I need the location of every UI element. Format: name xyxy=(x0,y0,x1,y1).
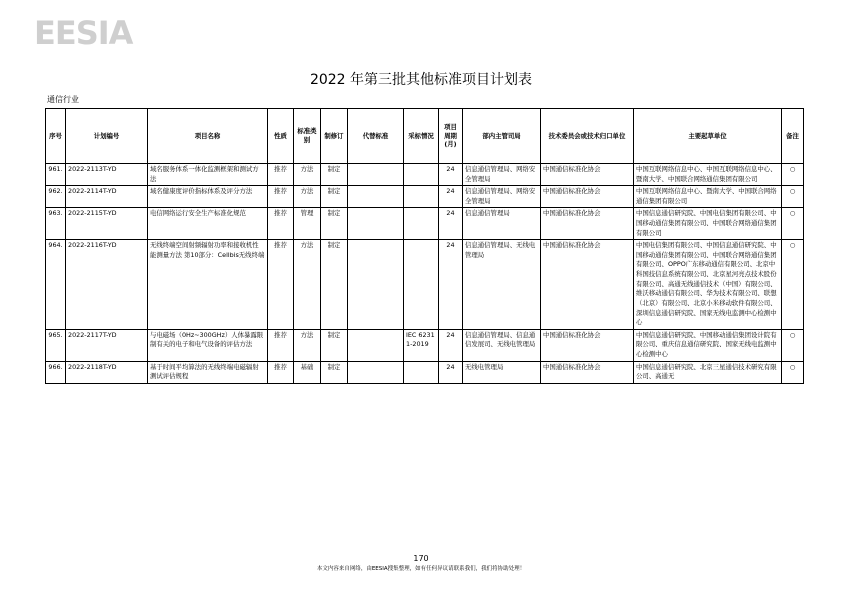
cell-seq: 962. xyxy=(46,186,66,208)
cell-adopt xyxy=(404,361,439,383)
cell-tc: 中国通信标准化协会 xyxy=(541,240,634,329)
header-revision: 制修订 xyxy=(321,109,348,164)
table-row xyxy=(46,208,804,240)
header-lead: 主要起草单位 xyxy=(634,109,782,164)
header-note: 备注 xyxy=(782,109,804,164)
cell-name: 基于时间平均算法的无线终端电磁辐射测试评估规程 xyxy=(148,361,268,383)
header-seq: 序号 xyxy=(46,109,66,164)
cell-category: 方法 xyxy=(294,164,321,186)
cell-period: 24 xyxy=(439,361,463,383)
cell-replace xyxy=(348,186,404,208)
standards-plan-table xyxy=(45,108,804,384)
cell-note: ○ xyxy=(782,329,804,361)
cell-period: 24 xyxy=(439,164,463,186)
cell-dept: 信息通信管理局、无线电管理局 xyxy=(463,240,541,329)
cell-adopt: IEC 62311-2019 xyxy=(404,329,439,361)
header-period: 项目周期(月) xyxy=(439,109,463,164)
cell-adopt xyxy=(404,186,439,208)
cell-tc: 中国通信标准化协会 xyxy=(541,329,634,361)
cell-plan-no: 2022-2114T-YD xyxy=(66,186,148,208)
cell-category: 管理 xyxy=(294,208,321,240)
cell-nature: 推荐 xyxy=(268,240,294,329)
cell-revision: 制定 xyxy=(321,240,348,329)
cell-replace xyxy=(348,240,404,329)
cell-name: 电信网络运行安全生产标准化规范 xyxy=(148,208,268,240)
cell-name: 域名健康度评价指标体系及评分方法 xyxy=(148,186,268,208)
cell-period: 24 xyxy=(439,240,463,329)
page-title: 2022 年第三批其他标准项目计划表 xyxy=(309,72,533,88)
cell-period: 24 xyxy=(439,186,463,208)
cell-adopt xyxy=(404,164,439,186)
header-category: 标准类别 xyxy=(294,109,321,164)
cell-seq: 966. xyxy=(46,361,66,383)
cell-period: 24 xyxy=(439,329,463,361)
cell-revision: 制定 xyxy=(321,329,348,361)
cell-revision: 制定 xyxy=(321,208,348,240)
table-row xyxy=(46,240,804,329)
cell-plan-no: 2022-2117T-YD xyxy=(66,329,148,361)
cell-replace xyxy=(348,208,404,240)
header-nature: 性质 xyxy=(268,109,294,164)
cell-replace xyxy=(348,329,404,361)
cell-dept: 信息通信管理局、网络安全管理局 xyxy=(463,164,541,186)
cell-nature: 推荐 xyxy=(268,186,294,208)
cell-category: 方法 xyxy=(294,329,321,361)
header-replace: 代替标准 xyxy=(348,109,404,164)
cell-period: 24 xyxy=(439,208,463,240)
cell-revision: 制定 xyxy=(321,164,348,186)
cell-seq: 965. xyxy=(46,329,66,361)
cell-tc: 中国通信标准化协会 xyxy=(541,164,634,186)
cell-revision: 制定 xyxy=(321,361,348,383)
cell-note: ○ xyxy=(782,164,804,186)
cell-lead: 中国信息通信研究院、中国移动通信集团设计院有限公司、重庆信息通信研究院、国家无线电监测中心检测中心 xyxy=(634,329,782,361)
cell-category: 基础 xyxy=(294,361,321,383)
header-name: 项目名称 xyxy=(148,109,268,164)
cell-adopt xyxy=(404,208,439,240)
cell-plan-no: 2022-2115T-YD xyxy=(66,208,148,240)
header-adopt: 采标情况 xyxy=(404,109,439,164)
cell-category: 方法 xyxy=(294,240,321,329)
cell-note: ○ xyxy=(782,208,804,240)
cell-lead: 中国信息通信研究院、中国电信集团有限公司、中国移动通信集团有限公司、中国联合网络通信集团有限公司 xyxy=(634,208,782,240)
cell-dept: 信息通信管理局、网络安全管理局 xyxy=(463,186,541,208)
cell-nature: 推荐 xyxy=(268,164,294,186)
cell-nature: 推荐 xyxy=(268,208,294,240)
cell-plan-no: 2022-2116T-YD xyxy=(66,240,148,329)
cell-dept: 信息通信管理局 xyxy=(463,208,541,240)
cell-revision: 制定 xyxy=(321,186,348,208)
header-dept: 部内主管司局 xyxy=(463,109,541,164)
table-header-row xyxy=(46,109,804,164)
cell-tc: 中国通信标准化协会 xyxy=(541,186,634,208)
cell-lead: 中国互联网络信息中心、暨南大学、中国联合网络通信集团有限公司 xyxy=(634,186,782,208)
industry-label: 通信行业 xyxy=(47,95,79,104)
cell-nature: 推荐 xyxy=(268,361,294,383)
cell-seq: 963. xyxy=(46,208,66,240)
cell-dept: 信息通信管理局、信息通信发展司、无线电管理局 xyxy=(463,329,541,361)
cell-name: 域名服务体系一体化监测框架和测试方法 xyxy=(148,164,268,186)
table-row xyxy=(46,329,804,361)
cell-note: ○ xyxy=(782,186,804,208)
eesia-logo: EESIA xyxy=(34,14,133,52)
cell-tc: 中国通信标准化协会 xyxy=(541,208,634,240)
cell-note: ○ xyxy=(782,240,804,329)
cell-nature: 推荐 xyxy=(268,329,294,361)
cell-plan-no: 2022-2118T-YD xyxy=(66,361,148,383)
page-number: 170 xyxy=(413,554,429,563)
cell-lead: 中国信息通信研究院、北京三星通信技术研究有限公司、高通无 xyxy=(634,361,782,383)
table-row xyxy=(46,164,804,186)
cell-seq: 964. xyxy=(46,240,66,329)
cell-tc: 中国通信标准化协会 xyxy=(541,361,634,383)
cell-seq: 961. xyxy=(46,164,66,186)
table-row xyxy=(46,186,804,208)
table-row xyxy=(46,361,804,383)
cell-lead: 中国电信集团有限公司、中国信息通信研究院、中国移动通信集团有限公司、中国联合网络通信集团有限公司、OPPO广东移动通信有限公司、北京中科国技信息系统有限公司、北京星河亮点技术股份有限公司、高通无线通信技术（中国）有限公司、维沃移动通信有限公司、华为技术有限公司、联想（北京）有限公司、北京小米移动软件有限公司、深圳信息通信研究院、国家无线电监测中心检测中心 xyxy=(634,240,782,329)
cell-name: 无线终端空间射频辐射功率和接收机性能测量方法 第10部分：Cellbis无线终端 xyxy=(148,240,268,329)
cell-category: 方法 xyxy=(294,186,321,208)
cell-dept: 无线电管理局 xyxy=(463,361,541,383)
footer-note: 本文内容来自网络，由EESIA搜集整理，如有任何异议请联系我们，我们将协助处理！ xyxy=(316,566,526,572)
cell-replace xyxy=(348,164,404,186)
cell-name: 与电磁场（0Hz~300GHz）人体暴露限制有关的电子和电气设备的评估方法 xyxy=(148,329,268,361)
cell-note: ○ xyxy=(782,361,804,383)
cell-lead: 中国互联网络信息中心、中国互联网络信息中心、暨南大学、中国联合网络通信集团有限公司 xyxy=(634,164,782,186)
header-tc: 技术委员会或技术归口单位 xyxy=(541,109,634,164)
header-plan-no: 计划编号 xyxy=(66,109,148,164)
cell-adopt xyxy=(404,240,439,329)
cell-replace xyxy=(348,361,404,383)
cell-plan-no: 2022-2113T-YD xyxy=(66,164,148,186)
